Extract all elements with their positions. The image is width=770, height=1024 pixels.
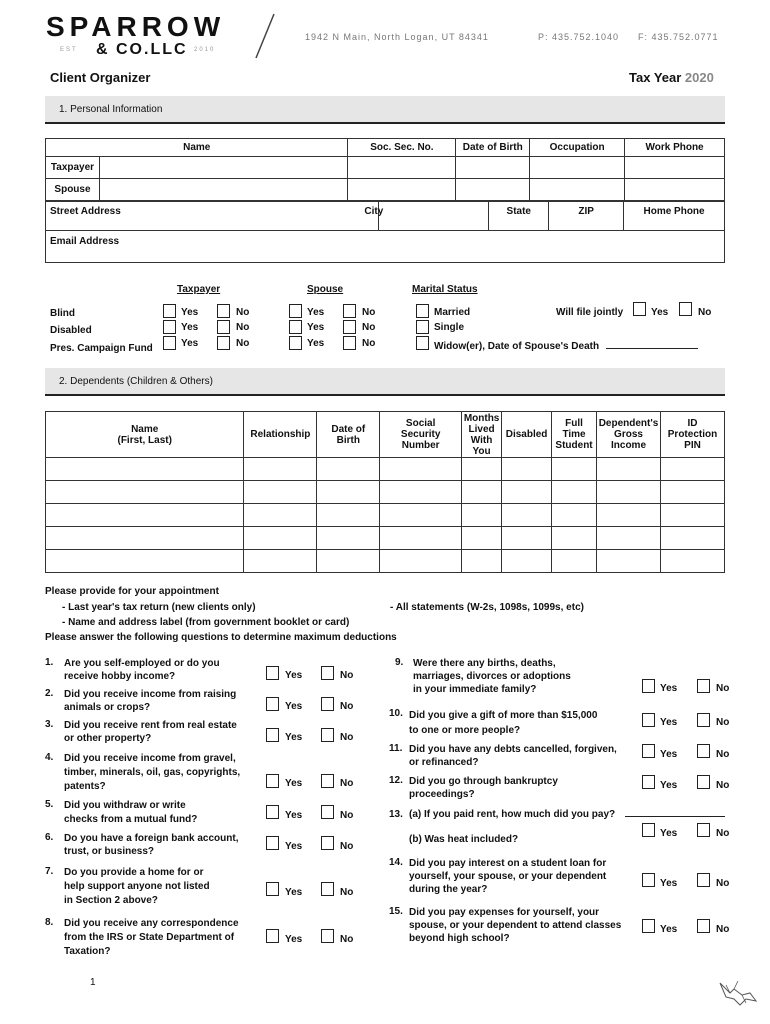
- taxpayer-dob-cell[interactable]: [456, 157, 530, 179]
- dep-col-relationship: Relationship: [244, 412, 317, 458]
- no-label: No: [698, 307, 712, 318]
- q6-no-checkbox[interactable]: [321, 836, 334, 850]
- yes-label: Yes: [307, 338, 325, 349]
- dep-col-disabled: Disabled: [502, 412, 552, 458]
- yes-label: Yes: [285, 887, 303, 898]
- disabled-label: Disabled: [50, 325, 92, 336]
- q2-num: 2.: [45, 688, 54, 699]
- q15-no-checkbox[interactable]: [697, 919, 710, 933]
- married-label: Married: [434, 307, 471, 318]
- q6-l1: Do you have a foreign bank account,: [64, 833, 239, 844]
- q9-text: [413, 657, 571, 696]
- spouse-work-phone-cell[interactable]: [625, 179, 725, 201]
- table-row[interactable]: [46, 504, 725, 527]
- q8-text: [64, 917, 239, 959]
- q14-l2: yourself, your spouse, or your dependent: [409, 871, 607, 882]
- q6-text: [64, 832, 238, 858]
- q3-num: 3.: [45, 719, 54, 730]
- page-title: Client Organizer: [50, 70, 151, 85]
- q12-yes-checkbox[interactable]: [642, 775, 655, 789]
- q5-yes-checkbox[interactable]: [266, 805, 279, 819]
- state-label: State: [506, 206, 531, 217]
- no-label: No: [340, 810, 354, 821]
- provide-item-3: - All statements (W-2s, 1098s, 1099s, etc): [390, 602, 584, 613]
- q14-yes-checkbox[interactable]: [642, 873, 655, 887]
- q5-l1: Did you withdraw or write: [64, 800, 186, 811]
- q12-l1: Did you go through bankruptcy: [409, 776, 558, 787]
- home-phone-label: Home Phone: [643, 206, 705, 217]
- q9-num: 9.: [395, 657, 404, 668]
- logo-name-top: SPARROW: [46, 11, 226, 42]
- marital-status-heading: Marital Status: [412, 284, 478, 295]
- q4-text: [64, 752, 240, 794]
- yes-label: Yes: [660, 683, 678, 694]
- dep-col-months: [462, 412, 502, 458]
- q7-no-checkbox[interactable]: [321, 882, 334, 896]
- spouse-fund-yes-checkbox[interactable]: [289, 336, 302, 350]
- yes-label: Yes: [660, 780, 678, 791]
- yes-label: Yes: [181, 338, 199, 349]
- blind-label: Blind: [50, 308, 75, 319]
- taxpayer-name-cell[interactable]: [99, 157, 348, 179]
- q8-l1: Did you receive any correspondence: [64, 918, 239, 929]
- section-2-header: [45, 368, 725, 396]
- dep-col-dob-l1: Date of: [331, 423, 366, 435]
- yes-label: Yes: [660, 924, 678, 935]
- section-1-title: 1. Personal Information: [59, 104, 163, 115]
- logo-small-right: 2010: [194, 47, 216, 53]
- email-label: Email Address: [50, 236, 120, 247]
- q8-yes-checkbox[interactable]: [266, 929, 279, 943]
- dep-col-ssn: [380, 412, 462, 458]
- q2-text: [64, 688, 236, 714]
- q11-num: 11.: [389, 743, 403, 754]
- q8-num: 8.: [45, 917, 54, 928]
- street-address-label: Street Address: [50, 206, 121, 217]
- spouse-name-cell[interactable]: [99, 179, 348, 201]
- table-row[interactable]: [46, 458, 725, 481]
- q1-no-checkbox[interactable]: [321, 666, 334, 680]
- city-cell[interactable]: [364, 202, 489, 231]
- no-label: No: [340, 887, 354, 898]
- q13a-text: (a) If you paid rent, how much did you pay?: [409, 809, 616, 820]
- spouse-disabled-yes-checkbox[interactable]: [289, 320, 302, 334]
- logo-divider-slash: [250, 12, 280, 60]
- q10-l2: to one or more people?: [409, 725, 521, 736]
- yes-label: Yes: [285, 841, 303, 852]
- q11-text: [409, 743, 617, 769]
- col-occupation: Occupation: [530, 139, 625, 157]
- dep-col-dgi-l1: Dependent's: [598, 418, 659, 429]
- no-label: No: [340, 778, 354, 789]
- q5-no-checkbox[interactable]: [321, 805, 334, 819]
- q15-l3: beyond high school?: [409, 933, 510, 944]
- yes-label: Yes: [660, 878, 678, 889]
- q2-no-checkbox[interactable]: [321, 697, 334, 711]
- yes-label: Yes: [307, 307, 325, 318]
- q8-l2: from the IRS or State Department of: [64, 932, 235, 943]
- email-cell[interactable]: [46, 231, 725, 263]
- q13b-no-checkbox[interactable]: [697, 823, 710, 837]
- dep-col-name-l1: Name: [131, 423, 159, 435]
- q1-l1: Are you self-employed or do you: [64, 658, 220, 669]
- page-number: 1: [90, 977, 96, 988]
- q14-l1: Did you pay interest on a student loan for: [409, 858, 607, 869]
- no-label: No: [362, 322, 376, 333]
- tax-year: [629, 70, 714, 85]
- dep-col-full-time: [552, 412, 597, 458]
- dep-col-months-l1: Months: [463, 412, 500, 424]
- row-spouse: Spouse: [46, 179, 100, 201]
- dep-col-ssn-l2: Security: [400, 429, 441, 440]
- no-label: No: [340, 934, 354, 945]
- q7-num: 7.: [45, 866, 54, 877]
- no-label: No: [340, 670, 354, 681]
- sparrow-bird-icon: [716, 975, 760, 1009]
- dep-col-ft-l1: Full: [565, 418, 583, 429]
- dep-col-ft-l3: Student: [555, 440, 593, 451]
- no-label: No: [716, 828, 730, 839]
- company-phone: P: 435.752.1040: [538, 32, 620, 42]
- taxpayer-occupation-cell[interactable]: [530, 157, 625, 179]
- q11-no-checkbox[interactable]: [697, 744, 710, 758]
- spouse-heading: Spouse: [307, 284, 344, 295]
- q13b-text: (b) Was heat included?: [409, 834, 519, 845]
- dep-col-ft-l2: Time: [562, 429, 586, 440]
- taxpayer-ssn-cell[interactable]: [348, 157, 456, 179]
- no-label: No: [362, 307, 376, 318]
- q13-num: 13.: [389, 809, 403, 820]
- file-jointly-no-checkbox[interactable]: [679, 302, 692, 316]
- q9-l3: in your immediate family?: [413, 684, 537, 695]
- taxpayer-work-phone-cell[interactable]: [625, 157, 725, 179]
- q12-l2: proceedings?: [409, 789, 475, 800]
- table-row[interactable]: [46, 481, 725, 504]
- q4-num: 4.: [45, 752, 54, 763]
- answer-instructions: Please answer the following questions to determine maximum deductions: [45, 632, 397, 643]
- city-label: City: [364, 206, 384, 217]
- q3-l2: or other property?: [64, 733, 152, 744]
- yes-label: Yes: [285, 732, 303, 743]
- no-label: No: [716, 924, 730, 935]
- logo-name-bottom: & CO.LLC: [96, 41, 188, 58]
- q15-yes-checkbox[interactable]: [642, 919, 655, 933]
- dep-col-ssn-l1: Social: [405, 418, 436, 429]
- no-label: No: [340, 732, 354, 743]
- q9-l1: Were there any births, deaths,: [413, 658, 556, 669]
- yes-label: Yes: [181, 322, 199, 333]
- dep-col-dgi-l3: Income: [611, 440, 647, 451]
- dep-col-pin-l2: Protection: [667, 429, 718, 440]
- q10-num: 10.: [389, 708, 403, 719]
- taxpayer-fund-no-checkbox[interactable]: [217, 336, 230, 350]
- col-ssn: Soc. Sec. No.: [348, 139, 456, 157]
- dep-col-months-l4: You: [472, 445, 491, 457]
- rent-amount-line[interactable]: [625, 816, 725, 817]
- q11-yes-checkbox[interactable]: [642, 744, 655, 758]
- no-label: No: [716, 780, 730, 791]
- no-label: No: [236, 338, 250, 349]
- no-label: No: [236, 307, 250, 318]
- provide-item-1: - Last year's tax return (new clients only): [62, 602, 256, 613]
- no-label: No: [340, 841, 354, 852]
- dep-col-dob-l2: Birth: [336, 434, 360, 446]
- widow-label: Widow(er), Date of Spouse's Death: [434, 341, 600, 352]
- q6-l2: trust, or business?: [64, 846, 155, 857]
- tax-year-value: 2020: [684, 70, 714, 85]
- no-label: No: [716, 878, 730, 889]
- spouse-death-date-line[interactable]: [606, 348, 698, 349]
- q5-num: 5.: [45, 799, 54, 810]
- provide-item-2: - Name and address label (from government booklet or card): [62, 617, 350, 628]
- q2-yes-checkbox[interactable]: [266, 697, 279, 711]
- table-row[interactable]: [46, 527, 725, 550]
- company-fax: F: 435.752.0771: [638, 32, 719, 42]
- state-cell[interactable]: [489, 202, 549, 231]
- q8-l3: Taxation?: [64, 946, 111, 957]
- q3-l1: Did you receive rent from real estate: [64, 720, 237, 731]
- q4-l2: timber, minerals, oil, gas, copyrights,: [64, 767, 241, 778]
- q5-l2: checks from a mutual fund?: [64, 814, 198, 825]
- dep-col-dob: [317, 412, 380, 458]
- no-label: No: [236, 322, 250, 333]
- q9-no-checkbox[interactable]: [697, 679, 710, 693]
- q6-yes-checkbox[interactable]: [266, 836, 279, 850]
- campaign-fund-label: Pres. Campaign Fund: [50, 343, 153, 354]
- col-dob: Date of Birth: [456, 139, 530, 157]
- spouse-ssn-cell[interactable]: [348, 179, 456, 201]
- q13b-yes-checkbox[interactable]: [642, 823, 655, 837]
- home-phone-cell[interactable]: [624, 202, 725, 231]
- yes-label: Yes: [660, 828, 678, 839]
- row-taxpayer: Taxpayer: [46, 157, 100, 179]
- logo-small-left: EST: [60, 47, 78, 53]
- q10-l1: Did you give a gift of more than $15,000: [409, 710, 598, 721]
- spouse-fund-no-checkbox[interactable]: [343, 336, 356, 350]
- dep-col-gross-income: [597, 412, 661, 458]
- q7-l1: Do you provide a home for or: [64, 867, 204, 878]
- q4-no-checkbox[interactable]: [321, 774, 334, 788]
- dep-col-ssn-l3: Number: [401, 440, 440, 451]
- no-label: No: [340, 701, 354, 712]
- married-checkbox[interactable]: [416, 304, 429, 318]
- q7-l3: in Section 2 above?: [64, 895, 158, 906]
- dep-col-pin-l3: PIN: [684, 440, 701, 451]
- address-table: [45, 201, 725, 263]
- no-label: No: [362, 338, 376, 349]
- q5-text: [64, 799, 197, 827]
- q1-l2: receive hobby income?: [64, 671, 176, 682]
- spouse-blind-yes-checkbox[interactable]: [289, 304, 302, 318]
- tax-year-label: Tax Year: [629, 70, 682, 85]
- q12-num: 12.: [389, 775, 403, 786]
- q4-l3: patents?: [64, 781, 106, 792]
- col-name: Name: [46, 139, 348, 157]
- section-1-header: [45, 96, 725, 124]
- dep-col-dgi-l2: Gross: [614, 429, 643, 440]
- taxpayer-heading: Taxpayer: [177, 284, 221, 295]
- dependents-table: [45, 411, 725, 573]
- table-row[interactable]: [46, 550, 725, 573]
- q10-yes-checkbox[interactable]: [642, 713, 655, 727]
- q12-text: [409, 775, 558, 801]
- q4-yes-checkbox[interactable]: [266, 774, 279, 788]
- company-logo: [46, 12, 226, 58]
- yes-label: Yes: [307, 322, 325, 333]
- q3-text: [64, 719, 237, 745]
- q7-yes-checkbox[interactable]: [266, 882, 279, 896]
- yes-label: Yes: [181, 307, 199, 318]
- no-label: No: [716, 683, 730, 694]
- zip-label: ZIP: [578, 206, 594, 217]
- dep-col-months-l3: With: [470, 434, 493, 446]
- q2-l1: Did you receive income from raising: [64, 689, 237, 700]
- yes-label: Yes: [285, 701, 303, 712]
- q11-l1: Did you have any debts cancelled, forgiven,: [409, 744, 617, 755]
- provide-title: Please provide for your appointment: [45, 586, 219, 597]
- yes-label: Yes: [660, 749, 678, 760]
- zip-cell[interactable]: [549, 202, 624, 231]
- yes-label: Yes: [285, 670, 303, 681]
- single-checkbox[interactable]: [416, 320, 429, 334]
- spouse-blind-no-checkbox[interactable]: [343, 304, 356, 318]
- q6-num: 6.: [45, 832, 54, 843]
- file-jointly-label: Will file jointly: [556, 307, 624, 318]
- dep-col-name: [46, 412, 244, 458]
- q1-yes-checkbox[interactable]: [266, 666, 279, 680]
- q7-text: [64, 866, 210, 908]
- q15-l1: Did you pay expenses for yourself, your: [409, 907, 600, 918]
- q14-num: 14.: [389, 857, 403, 868]
- personal-info-table: [45, 138, 725, 201]
- dep-col-pin: [661, 412, 725, 458]
- yes-label: Yes: [660, 717, 678, 728]
- no-label: No: [716, 717, 730, 728]
- section-2-title: 2. Dependents (Children & Others): [59, 376, 213, 387]
- q1-num: 1.: [45, 657, 54, 668]
- dep-col-name-l2: (First, Last): [117, 434, 172, 446]
- taxpayer-disabled-yes-checkbox[interactable]: [163, 320, 176, 334]
- dep-col-pin-l1: ID: [687, 418, 698, 429]
- company-address: 1942 N Main, North Logan, UT 84341: [305, 32, 489, 42]
- yes-label: Yes: [285, 934, 303, 945]
- q11-l2: or refinanced?: [409, 757, 479, 768]
- q3-yes-checkbox[interactable]: [266, 728, 279, 742]
- street-address-cell[interactable]: [46, 202, 379, 231]
- single-label: Single: [434, 322, 465, 333]
- file-jointly-yes-checkbox[interactable]: [633, 302, 646, 316]
- q14-text: [409, 857, 606, 896]
- q12-no-checkbox[interactable]: [697, 775, 710, 789]
- q9-yes-checkbox[interactable]: [642, 679, 655, 693]
- spouse-occupation-cell[interactable]: [530, 179, 625, 201]
- q10-text: [409, 708, 597, 738]
- col-work-phone: Work Phone: [625, 139, 725, 157]
- q2-l2: animals or crops?: [64, 702, 151, 713]
- q9-l2: marriages, divorces or adoptions: [413, 671, 571, 682]
- taxpayer-disabled-no-checkbox[interactable]: [217, 320, 230, 334]
- q8-no-checkbox[interactable]: [321, 929, 334, 943]
- taxpayer-blind-no-checkbox[interactable]: [217, 304, 230, 318]
- spouse-disabled-no-checkbox[interactable]: [343, 320, 356, 334]
- widow-checkbox[interactable]: [416, 336, 429, 350]
- q14-l3: during the year?: [409, 884, 488, 895]
- yes-label: Yes: [651, 307, 669, 318]
- q3-no-checkbox[interactable]: [321, 728, 334, 742]
- q15-num: 15.: [389, 906, 403, 917]
- yes-label: Yes: [285, 778, 303, 789]
- dep-col-months-l2: Lived: [468, 423, 495, 435]
- q14-no-checkbox[interactable]: [697, 873, 710, 887]
- q1-text: [64, 657, 220, 683]
- q4-l1: Did you receive income from gravel,: [64, 753, 236, 764]
- q15-text: [409, 906, 621, 945]
- q10-no-checkbox[interactable]: [697, 713, 710, 727]
- spouse-dob-cell[interactable]: [456, 179, 530, 201]
- q15-l2: spouse, or your dependent to attend classes: [409, 920, 622, 931]
- taxpayer-blind-yes-checkbox[interactable]: [163, 304, 176, 318]
- yes-label: Yes: [285, 810, 303, 821]
- q7-l2: help support anyone not listed: [64, 881, 210, 892]
- taxpayer-fund-yes-checkbox[interactable]: [163, 336, 176, 350]
- no-label: No: [716, 749, 730, 760]
